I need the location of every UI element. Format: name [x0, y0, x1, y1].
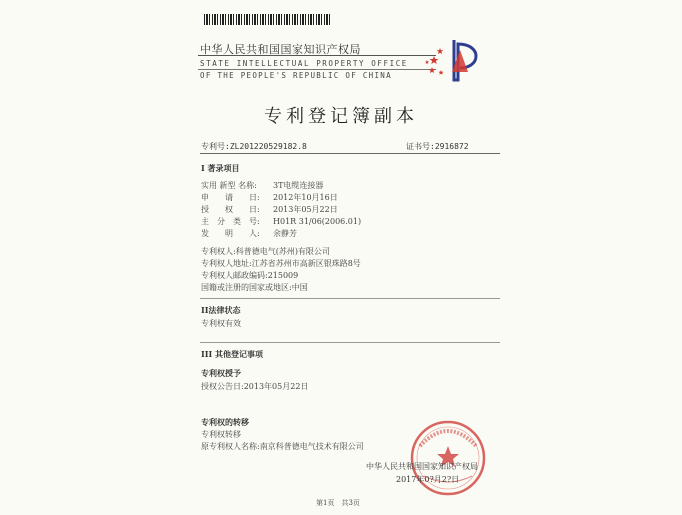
owner-row: 专利权人邮政编码:215009	[201, 271, 299, 280]
barcode	[204, 14, 330, 25]
certificate-number: 证书号:2916872	[406, 142, 469, 151]
owner-row: 专利权人地址:江苏省苏州市高新区银珠路8号	[201, 259, 361, 268]
row-value: 2012年10月16日	[273, 193, 338, 202]
owner-row: 专利权人:科普德电气(苏州)有限公司	[201, 247, 330, 256]
section-3-heading: III 其他登记事项	[201, 349, 264, 359]
row-value: 余静芳	[273, 229, 297, 238]
org-name-en-line2: OF THE PEOPLE'S REPUBLIC OF CHINA	[200, 71, 392, 80]
org-name-en-line1: STATE INTELLECTUAL PROPERTY OFFICE	[200, 59, 408, 68]
issue-date: 2017年0?月2?日	[396, 475, 460, 484]
row-value: H01R 31/06(2006.01)	[273, 217, 362, 226]
row-value: 2013年05月22日	[273, 205, 338, 214]
biblio-row	[201, 180, 323, 191]
page-footer: 第1页 共3页	[316, 499, 360, 507]
transfer-text: 专利权转移	[201, 430, 241, 439]
org-name-cn: 中华人民共和国国家知识产权局	[200, 43, 361, 56]
grant-date: 授权公告日:2013年05月22日	[201, 382, 309, 391]
section-rule	[200, 298, 500, 299]
document-title: 专利登记簿副本	[264, 106, 418, 127]
logo-p-mark-icon	[452, 40, 476, 80]
biblio-row	[201, 216, 361, 227]
row-label: 授 权 日:	[201, 205, 260, 214]
biblio-row	[201, 192, 338, 203]
header-rule	[198, 55, 436, 56]
row-label: 主 分 类 号:	[201, 217, 260, 226]
row-label: 实用 新型 名称:	[201, 181, 257, 190]
section-1-heading: I 著录项目	[201, 163, 240, 173]
sipo-logo	[424, 36, 482, 82]
row-label: 申 请 日:	[201, 193, 260, 202]
owner-row: 国籍或注册的国家或地区:中国	[201, 283, 308, 292]
transfer-heading: 专利权的转移	[201, 417, 249, 427]
row-label: 发 明 人:	[201, 229, 260, 238]
row-value: 3T电缆连接器	[273, 181, 324, 190]
logo-stars-icon	[425, 48, 444, 75]
patent-number: 专利号:ZL201220529182.8	[201, 142, 307, 151]
former-owner: 原专利权人名称:南京科普德电气技术有限公司	[201, 442, 364, 451]
grant-heading: 专利权授予	[201, 368, 241, 378]
legal-status: 专利权有效	[201, 319, 241, 328]
title-rule	[200, 153, 500, 154]
section-rule	[200, 342, 500, 343]
biblio-row	[201, 204, 338, 215]
section-2-heading: II法律状态	[201, 305, 241, 315]
header-rule-2	[198, 69, 436, 70]
issuer-name: 中华人民共和国国家知识产权局	[366, 462, 478, 471]
official-seal-icon	[408, 418, 488, 498]
biblio-row	[201, 228, 297, 239]
